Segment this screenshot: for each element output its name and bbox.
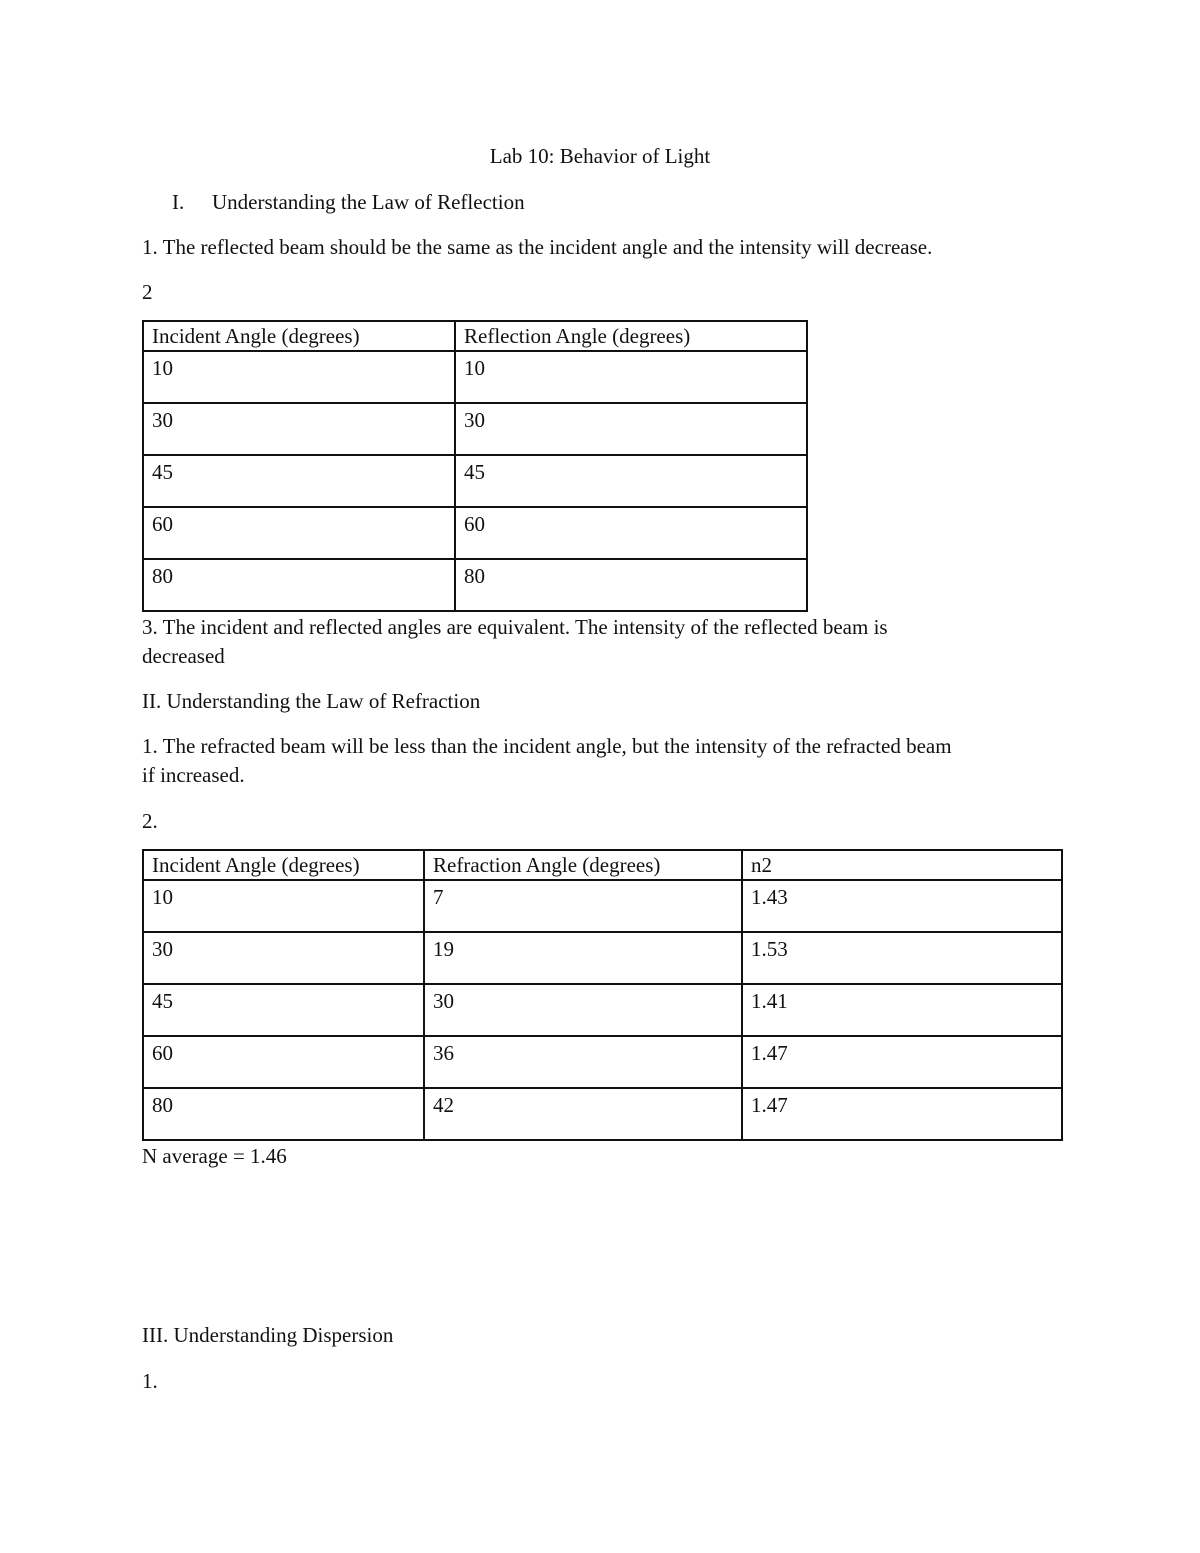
table-header-row [143, 850, 1062, 880]
table-cell: 10 [143, 351, 455, 403]
table-cell: 30 [455, 403, 807, 455]
table-cell: 1.41 [742, 984, 1062, 1036]
refraction-table [142, 849, 1063, 1141]
section1-answer-3-line1: 3. The incident and reflected angles are equivalent. The intensity of the reflected beam is [142, 615, 888, 639]
table-cell: 30 [143, 932, 424, 984]
table-header-row [143, 321, 807, 351]
section2-answer-2-label: 2. [142, 809, 158, 833]
section1-answer-1: 1. The reflected beam should be the same as the incident angle and the intensity will decrease. [142, 235, 933, 259]
table-cell: 60 [143, 1036, 424, 1088]
section1-answer-3-line2: decreased [142, 644, 225, 668]
table-cell: 1.47 [742, 1036, 1062, 1088]
section1-heading: Understanding the Law of Reflection [212, 190, 525, 214]
table-row [143, 559, 807, 611]
section1-number: I. [172, 190, 185, 214]
table-row [143, 880, 1062, 932]
table-header-cell: n2 [742, 850, 1062, 880]
section3-answer-1-label: 1. [142, 1369, 158, 1393]
table-cell: 36 [424, 1036, 742, 1088]
table-header-cell: Incident Angle (degrees) [143, 850, 424, 880]
table-header-cell: Refraction Angle (degrees) [424, 850, 742, 880]
table-row [143, 455, 807, 507]
table-cell: 10 [143, 880, 424, 932]
table-cell: 45 [143, 455, 455, 507]
table-cell: 60 [143, 507, 455, 559]
table-cell: 1.53 [742, 932, 1062, 984]
table-cell: 45 [143, 984, 424, 1036]
table-cell: 1.43 [742, 880, 1062, 932]
table-row [143, 403, 807, 455]
table-cell: 30 [424, 984, 742, 1036]
table-cell: 80 [143, 1088, 424, 1140]
table-row [143, 1088, 1062, 1140]
table-row [143, 1036, 1062, 1088]
table-cell: 19 [424, 932, 742, 984]
reflection-table [142, 320, 808, 612]
page-title: Lab 10: Behavior of Light [489, 144, 711, 168]
table-cell: 80 [455, 559, 807, 611]
table-cell: 10 [455, 351, 807, 403]
table-row [143, 507, 807, 559]
table-row [143, 351, 807, 403]
table-cell: 42 [424, 1088, 742, 1140]
table-cell: 60 [455, 507, 807, 559]
section2-heading: II. Understanding the Law of Refraction [142, 689, 481, 713]
table-cell: 7 [424, 880, 742, 932]
table-header-cell: Incident Angle (degrees) [143, 321, 455, 351]
table-cell: 30 [143, 403, 455, 455]
table-header-cell: Reflection Angle (degrees) [455, 321, 807, 351]
table-row [143, 984, 1062, 1036]
section2-answer-1-line1: 1. The refracted beam will be less than the incident angle, but the intensity of the refracted beam [142, 734, 952, 758]
n-average: N average = 1.46 [142, 1144, 287, 1168]
table-row [143, 932, 1062, 984]
table-cell: 45 [455, 455, 807, 507]
table-cell: 80 [143, 559, 455, 611]
section3-heading: III. Understanding Dispersion [142, 1323, 394, 1347]
section1-answer-2-label: 2 [142, 280, 153, 304]
section2-answer-1-line2: if increased. [142, 763, 245, 787]
table-cell: 1.47 [742, 1088, 1062, 1140]
